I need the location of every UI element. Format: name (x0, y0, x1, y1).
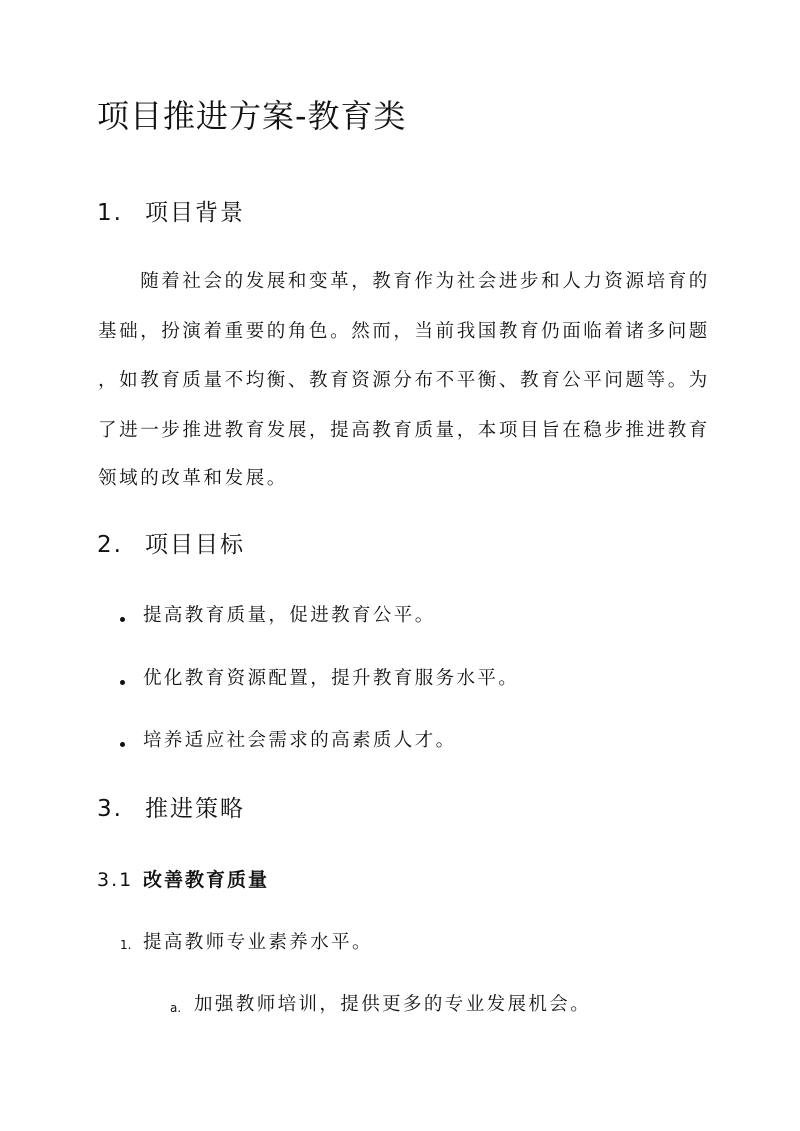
sublist-item: 加强教师培训，提供更多的专业发展机会。 (194, 994, 592, 1015)
subsection-number: 3.1 (97, 869, 134, 891)
bullet-item: 优化教育资源配置，提升教育服务水平。 (143, 668, 520, 689)
section-number: 1. (97, 200, 123, 226)
section-heading-goals (97, 530, 245, 560)
section-number: 2. (97, 532, 123, 558)
document-title: 项目推进方案-教育类 (97, 97, 407, 135)
section-heading-strategy (97, 794, 245, 824)
paragraph-line: 领域的改革和发展。 (98, 468, 288, 489)
bullet-item: 提高教育质量，促进教育公平。 (143, 605, 436, 626)
section-title: 推进策略 (145, 796, 245, 822)
bullet-item: 培养适应社会需求的高素质人才。 (143, 730, 457, 751)
paragraph-line: ，如教育质量不均衡、教育资源分布不平衡、教育公平问题等。为 (98, 370, 710, 391)
subsection-heading (97, 867, 269, 893)
section-title: 项目背景 (145, 200, 245, 226)
list-marker: 1. (120, 938, 132, 952)
bullet-dot-icon (120, 680, 125, 685)
bullet-dot-icon (120, 742, 125, 747)
paragraph-line: 随着社会的发展和变革，教育作为社会进步和人力资源培育的 (98, 271, 710, 292)
section-title: 项目目标 (145, 532, 245, 558)
subsection-title: 改善教育质量 (143, 869, 270, 891)
paragraph-line: 了进一步推进教育发展，提高教育质量，本项目旨在稳步推进教育 (98, 420, 710, 441)
bullet-dot-icon (120, 617, 125, 622)
list-item: 提高教师专业素养水平。 (143, 932, 373, 953)
section-number: 3. (97, 796, 123, 822)
section-heading-background (97, 198, 245, 228)
paragraph-line: 基础，扮演着重要的角色。然而，当前我国教育仍面临着诸多问题 (98, 321, 710, 342)
sublist-marker: a. (170, 1001, 182, 1015)
